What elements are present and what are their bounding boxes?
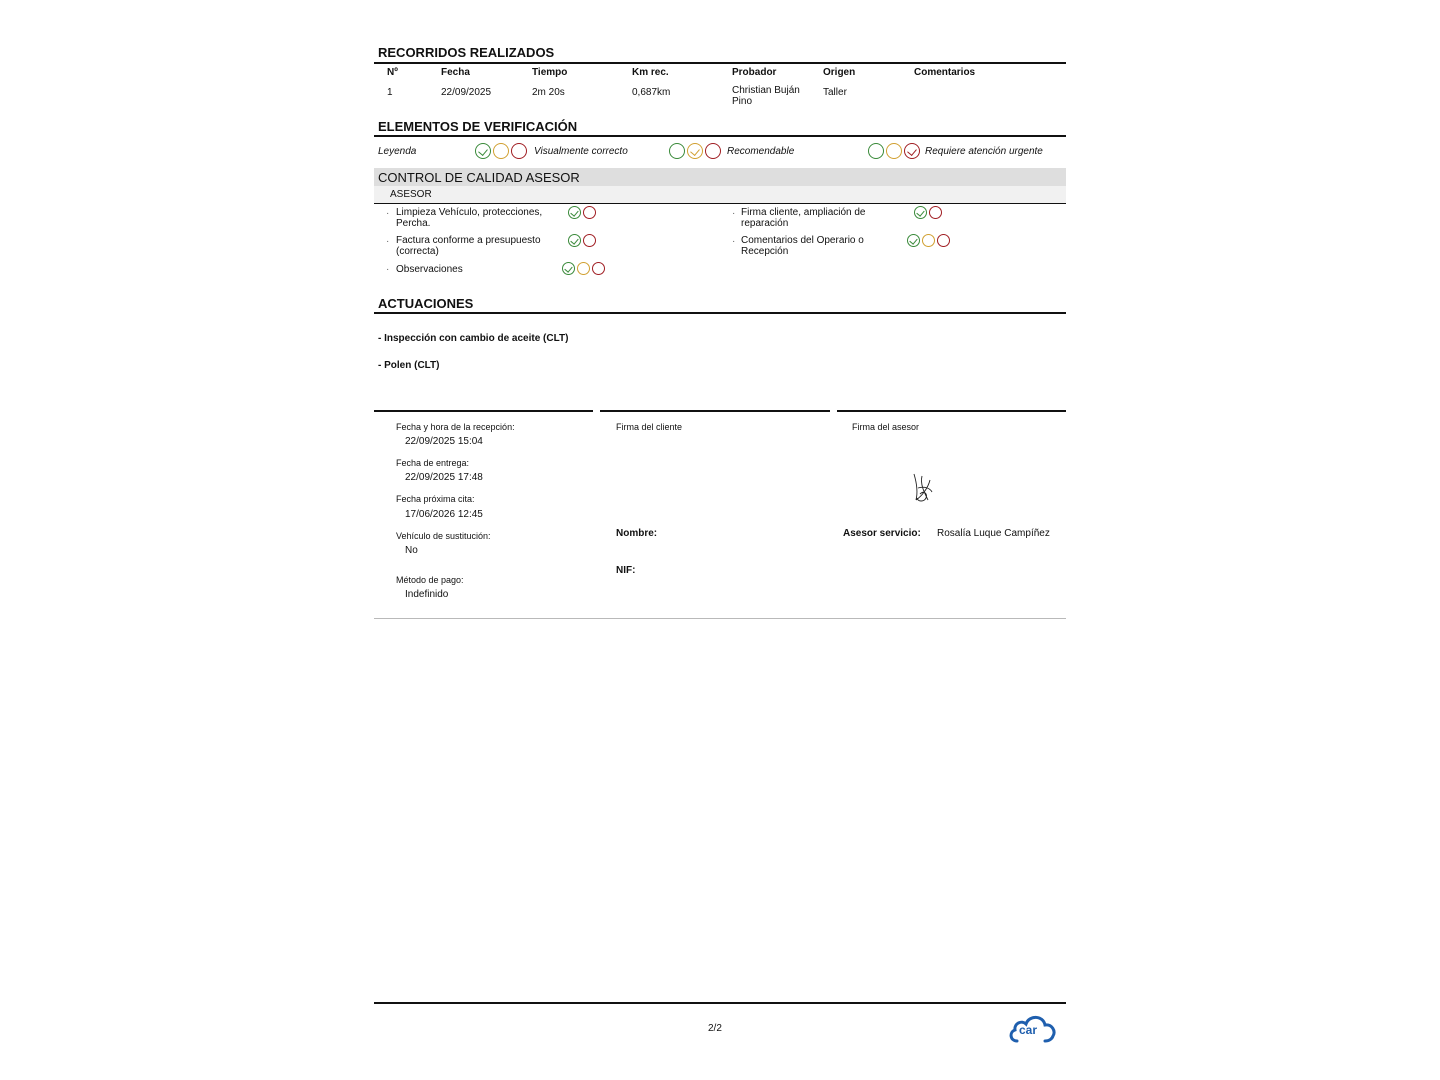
advisor-signature-image [908,470,938,506]
quality-firma-icons [914,206,942,219]
verification-title: ELEMENTOS DE VERIFICACIÓN [378,119,578,134]
advisor-rule [837,410,1066,412]
green-circle-icon [669,143,685,159]
legend-label: Leyenda [378,146,417,157]
client-rule [600,410,830,412]
metodo-pago-label: Método de pago: [396,575,464,585]
metodo-pago-value: Indefinido [405,589,449,600]
trip-origen: Taller [823,87,847,98]
red-circle-icon [583,234,596,247]
quality-item-line: Comentarios del Operario o [741,235,864,246]
bullet: · [386,208,390,219]
legend-urgent-icons [868,143,920,159]
quality-item-line: Factura conforme a presupuesto [396,235,541,246]
action-item: - Polen (CLT) [378,360,440,371]
trip-probador [732,85,800,107]
legend-ok-text: Visualmente correcto [534,146,628,157]
trip-km: 0,687km [632,87,671,98]
green-check-icon [562,262,575,275]
quality-item-firma [741,207,866,229]
trip-n: 1 [387,87,393,98]
green-check-icon [475,143,491,159]
reception-rule [374,410,593,412]
yellow-check-icon [687,143,703,159]
bullet: · [732,208,736,219]
legend-recommend-icons [669,143,721,159]
fecha-recepcion-value: 22/09/2025 15:04 [405,436,483,447]
trips-title: RECORRIDOS REALIZADOS [378,45,555,60]
col-header-comentarios: Comentarios [914,67,976,78]
client-nif-label: NIF: [616,565,636,576]
legend-recommend-text: Recomendable [727,146,795,157]
col-header-fecha: Fecha [441,67,470,78]
actions-rule [374,312,1066,314]
quality-sub-band [374,186,1066,204]
green-circle-icon [868,143,884,159]
col-header-probador: Probador [732,67,777,78]
green-check-icon [568,206,581,219]
trip-tiempo: 2m 20s [532,87,565,98]
proxima-cita-value: 17/06/2026 12:45 [405,509,483,520]
quality-item-line: Percha. [396,218,431,229]
red-circle-icon [583,206,596,219]
car-logo-text: car [1019,1023,1038,1037]
yellow-circle-icon [493,143,509,159]
red-circle-icon [705,143,721,159]
trips-rule [374,62,1066,64]
car-logo [1007,1012,1057,1046]
client-signature-label: Firma del cliente [616,422,683,432]
quality-item-observaciones: Observaciones [396,264,463,275]
col-header-tiempo: Tiempo [532,67,568,78]
quality-item-line: Firma cliente, ampliación de [741,207,866,218]
yellow-circle-icon [922,234,935,247]
yellow-circle-icon [886,143,902,159]
legend-urgent-text: Requiere atención urgente [925,146,1043,157]
vehiculo-sustitucion-label: Vehículo de sustitución: [396,531,491,541]
fecha-recepcion-label: Fecha y hora de la recepción: [396,422,515,432]
signature-bottom-rule [374,618,1066,619]
quality-observaciones-icons [562,262,605,275]
page-number: 2/2 [708,1023,722,1034]
vehiculo-sustitucion-value: No [405,545,418,556]
trip-probador-line1: Christian Buján [732,85,800,96]
bullet: · [386,264,390,275]
quality-item-factura [396,235,541,257]
advisor-label: Asesor servicio: [843,528,921,539]
trip-fecha: 22/09/2025 [441,87,492,98]
quality-item-line: (correcta) [396,246,439,257]
quality-factura-icons [568,234,596,247]
green-check-icon [568,234,581,247]
advisor-signature-label: Firma del asesor [852,422,920,432]
green-check-icon [907,234,920,247]
client-name-label: Nombre: [616,528,658,539]
col-header-km: Km rec. [632,67,669,78]
quality-item-line: Limpieza Vehículo, protecciones, [396,207,543,218]
trip-probador-line2: Pino [732,96,753,107]
actions-title: ACTUACIONES [378,296,474,311]
quality-subtitle: ASESOR [390,189,432,200]
quality-item-line: reparación [741,218,789,229]
fecha-entrega-value: 22/09/2025 17:48 [405,472,483,483]
red-circle-icon [929,206,942,219]
quality-item-line: Recepción [741,246,789,257]
footer-rule [374,1002,1066,1004]
proxima-cita-label: Fecha próxima cita: [396,494,475,504]
advisor-name: Rosalía Luque Campíñez [937,528,1050,539]
quality-item-comentarios [741,235,864,257]
bullet: · [386,236,390,247]
action-item: - Inspección con cambio de aceite (CLT) [378,333,569,344]
red-circle-icon [937,234,950,247]
quality-item-limpieza [396,207,542,229]
col-header-origen: Origen [823,67,856,78]
fecha-entrega-label: Fecha de entrega: [396,458,470,468]
quality-limpieza-icons [568,206,596,219]
quality-title: CONTROL DE CALIDAD ASESOR [378,170,580,185]
document-page [374,0,1066,1080]
yellow-circle-icon [577,262,590,275]
red-circle-icon [511,143,527,159]
verification-rule [374,135,1066,137]
legend-ok-icons [475,143,527,159]
bullet: · [732,236,736,247]
quality-comentarios-icons [907,234,950,247]
red-check-icon [904,143,920,159]
red-circle-icon [592,262,605,275]
quality-rule [374,203,1066,204]
col-header-n: Nº [387,67,398,78]
green-check-icon [914,206,927,219]
